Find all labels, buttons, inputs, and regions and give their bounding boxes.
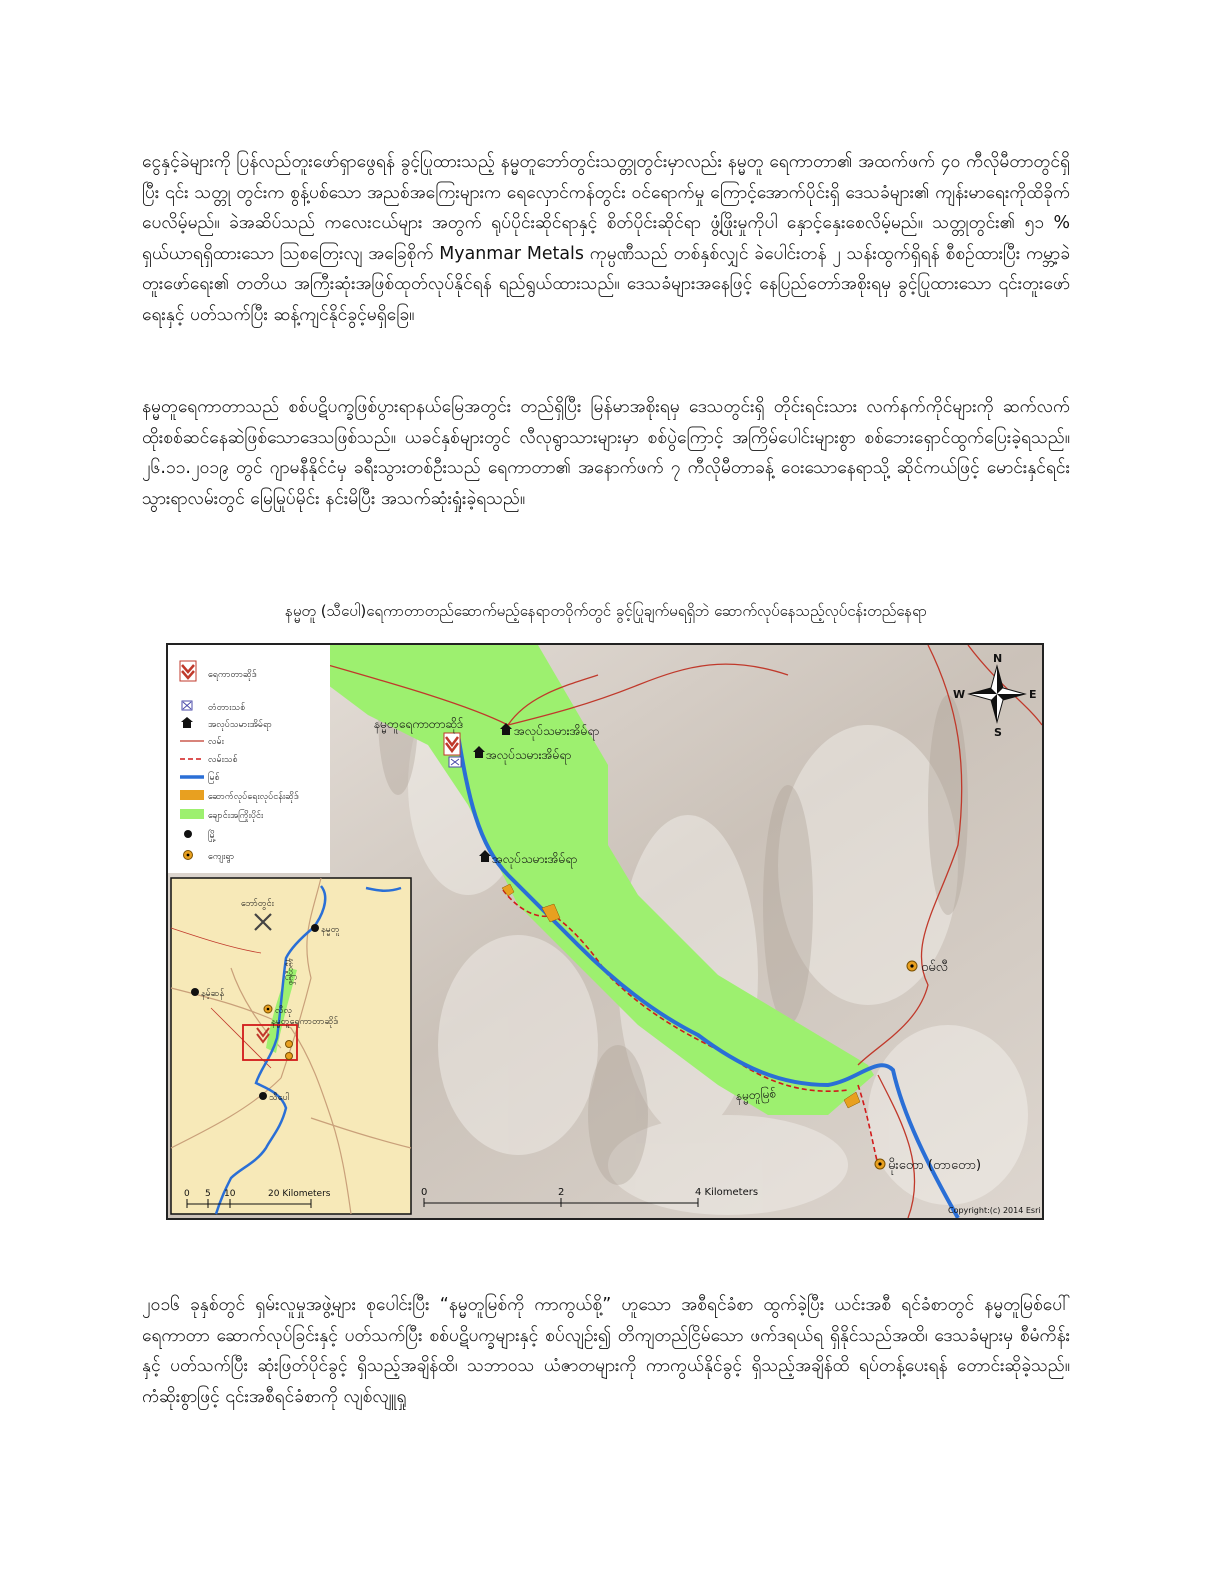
inset-village-lilu: [264, 1005, 272, 1013]
svg-text:နမ့်ဆန်: နမ့်ဆန်: [201, 989, 225, 999]
paragraph-2: နမ္မတူရေကာတာသည် စစ်ပဋိပက္ခဖြစ်ပွားရာနယ်မြေအတွင်း တည်ရှိပြီး မြန်မာအစိုးရမှ ဒေသတွင်းရှိ တိုင်းရင်းသား လက်နက်ကိုင်များကို ဆက်လက်ထိုးစစ်ဆင်နေဆဲဖြစ်သောဒေသဖြစ်သည်။ ယခင်နှစ်များတွင် လီလုရွာသားများမှာ စစ်ပွဲကြောင့် အကြိမ်ပေါင်းများစွာ စစ်ဘေးရှောင်ထွက်ပြေးခဲ့ရသည်။ ၂၆.၁၁.၂၀၁၉ တွင် ဂျာမနီနိုင်ငံမှ ခရီးသွားတစ်ဦးသည် ရေကာတာ၏ အနောက်ဖက် ၇ ကီလိုမီတာခန့် ဝေးသောနေရာသို့ ဆိုင်ကယ်ဖြင့် မောင်းနှင်ရင်း သွားရာလမ်းတွင် မြေမြုပ်မိုင်း နင်းမိပြီး အသက်ဆုံးရှုံးခဲ့ရသည်။: [142, 397, 1070, 509]
inset-town-namtu: [311, 924, 319, 932]
map-label-wanli: ဝမ်လီ: [921, 960, 948, 975]
inset-map: [171, 878, 411, 1214]
svg-text:ချောင်းအကြိုးပိုင်း: ချောင်းအကြိုးပိုင်း: [208, 811, 264, 821]
map-caption: နမ္မတူ (သီပေါ)ရေကာတာတည်ဆောက်မည့်နေရာတဝိုက်တွင် ခွင့်ပြုချက်မရရှိဘဲ ဆောက်လုပ်နေသည့်လုပ်ငန်းတည်နေရာ: [285, 602, 927, 620]
map-label-dam-site: နမ္မတူရေကာတာဆိုဒ်: [374, 717, 464, 731]
legend-town-icon: [184, 830, 192, 838]
svg-text:10: 10: [224, 1189, 236, 1199]
svg-text:W: W: [953, 688, 966, 701]
svg-text:ဆောက်လုပ်ရေးလုပ်ငန်းဆိုဒ်: ဆောက်လုပ်ရေးလုပ်ငန်းဆိုဒ်: [208, 792, 299, 802]
svg-text:မြစ်: မြစ်: [208, 773, 220, 783]
village-icon-wanli: [907, 961, 917, 971]
inset-town-namsan: [191, 988, 199, 996]
svg-text:N: N: [993, 652, 1003, 665]
svg-text:သီပေါ: သီပေါ: [269, 1093, 290, 1103]
svg-text:နမ္မတူ: နမ္မတူ: [321, 925, 340, 935]
map-copyright: Copyright:(c) 2014 Esri: [948, 1206, 1041, 1215]
legend-construction-icon: [180, 790, 204, 800]
svg-text:အလုပ်သမားအိမ်ရာ: အလုပ်သမားအိမ်ရာ: [208, 720, 272, 730]
paragraph-1: ငွေနှင့်ခဲများကို ပြန်လည်တူးဖော်ရှာဖွေရန် ခွင့်ပြုထားသည့် နမ္မတူဘော်တွင်းသတ္တုတွင်းမှာလည်း နမ္မတူ ရေကာတာ၏ အထက်ဖက် ၄၀ ကီလိုမီတာတွင်ရှိပြီး ၎င်း သတ္တု တွင်းက စွန့်ပစ်သော အညစ်အကြေးများက ရေလှောင်ကန်တွင်း ဝင်ရောက်မှု ကြောင့်အောက်ပိုင်းရှိ ဒေသခံများ၏ ကျန်းမာရေးကိုထိခိုက်ပေလိမ့်မည်။ ခဲအဆိပ်သည် ကလေးငယ်များ အတွက် ရုပ်ပိုင်းဆိုင်ရာနှင့် စိတ်ပိုင်းဆိုင်ရာ ဖွံ့ဖြိုးမှုကိုပါ နှောင့်နှေးစေလိမ့်မည်။ သတ္တုတွင်း၏ ၅၁ % ရှယ်ယာရရှိထားသော ဩစတြေးလျ အခြေစိုက် Myanmar Metals ကုမ္ပဏီသည် တစ်နှစ်လျှင် ခဲပေါင်းတန် ၂ သန်းထွက်ရှိရန် စီစဉ်ထားပြီး ကမ္ဘာ့ခဲတူးဖော်ရေး၏ တတိယ အကြီးဆုံးအဖြစ်ထုတ်လုပ်နိုင်ရန် ရည်ရွယ်ထားသည်။ ဒေသခံများအနေဖြင့် နေပြည်တော်အစိုးရမှ ခွင့်ပြုထားသော ၎င်းတူးဖော်ရေးနှင့် ပတ်သက်ပြီး ဆန့်ကျင်နိုင်ခွင့်မရှိခြေ။: [142, 152, 1070, 325]
inset-village-2: [286, 1053, 293, 1060]
dam-site-icon: [444, 733, 460, 755]
svg-text:လမ်း: လမ်း: [208, 737, 224, 747]
map-legend: [168, 645, 330, 873]
svg-text:5: 5: [205, 1189, 211, 1199]
svg-text:လမ်းသစ်: လမ်းသစ်: [208, 755, 238, 765]
map-label-housing-2: အလုပ်သမားအိမ်ရာ: [486, 748, 572, 762]
map-label-housing-1: အလုပ်သမားအိမ်ရာ: [514, 724, 600, 738]
svg-text:0: 0: [184, 1189, 190, 1199]
svg-text:ရေကာတာဆိုဒ်: ရေကာတာဆိုဒ်: [208, 670, 257, 680]
svg-text:တံတားသစ်: တံတားသစ်: [208, 703, 246, 713]
svg-text:နမ္မတူရေကာတာဆိုဒ်: နမ္မတူရေကာတာဆိုဒ်: [271, 1017, 338, 1027]
map-label-housing-3: အလုပ်သမားအိမ်ရာ: [492, 852, 578, 866]
legend-dam-icon: [180, 661, 196, 681]
svg-text:လီလု: လီလု: [275, 1006, 292, 1016]
dam-site-map: [166, 643, 1044, 1220]
legend-village-icon: [184, 851, 193, 860]
svg-text:မြို့: မြို့: [208, 831, 217, 841]
svg-text:20 Kilometers: 20 Kilometers: [268, 1189, 331, 1199]
svg-text:ဘော်တွင်း: ဘော်တွင်း: [241, 899, 274, 909]
legend-reservoir-icon: [180, 809, 204, 819]
inset-town-hsipaw: [259, 1092, 267, 1100]
legend-bridge-icon: [182, 701, 192, 710]
svg-text:S: S: [994, 726, 1002, 739]
svg-text:4 Kilometers: 4 Kilometers: [695, 1187, 759, 1198]
svg-text:ကျေးရွာ: ကျေးရွာ: [208, 852, 235, 862]
map-label-mongtaw: မိုးတော (တာတော): [888, 1158, 982, 1173]
svg-text:2: 2: [558, 1187, 565, 1198]
map-label-river: နမ္မတူမြစ်: [735, 1086, 777, 1103]
inset-village-1: [286, 1041, 293, 1048]
svg-text:E: E: [1029, 688, 1037, 701]
svg-text:နမ္မတူမြစ်: နမ္မတူမြစ်: [287, 958, 296, 985]
paragraph-3: ၂၀၁၆ ခုနှစ်တွင် ရှမ်းလူမှုအဖွဲ့များ စုပေါင်းပြီး “နမ္မတူမြစ်ကို ကာကွယ်စို့” ဟူသော အစီရင်ခံစာ ထွက်ခဲ့ပြီး ယင်းအစီ ရင်ခံစာတွင် နမ္မတူမြစ်ပေါ် ရေကာတာ ဆောက်လုပ်ခြင်းနှင့် ပတ်သက်ပြီး စစ်ပဋိပက္ခများနှင့် စပ်လျဉ်း၍ တိကျတည်ငြိမ်သော ဖက်ဒရယ်ရ ရှိနိုင်သည်အထိ၊ ဒေသခံများမှ စီမံကိန်းနှင့် ပတ်သက်ပြီး ဆုံးဖြတ်ပိုင်ခွင့် ရှိသည့်အချိန်ထိ၊ သဘာဝသ ယံဇာတများကို ကာကွယ်နိုင်ခွင့် ရှိသည့်အချိန်ထိ ရပ်တန့်ပေးရန် တောင်းဆိုခဲ့သည်။ ကံဆိုးစွာဖြင့် ၎င်းအစီရင်ခံစာကို လျစ်လျူရှု: [142, 1295, 1070, 1407]
village-icon-mongtaw: [875, 1159, 885, 1169]
svg-text:0: 0: [421, 1187, 428, 1198]
bridge-icon: [449, 757, 461, 767]
